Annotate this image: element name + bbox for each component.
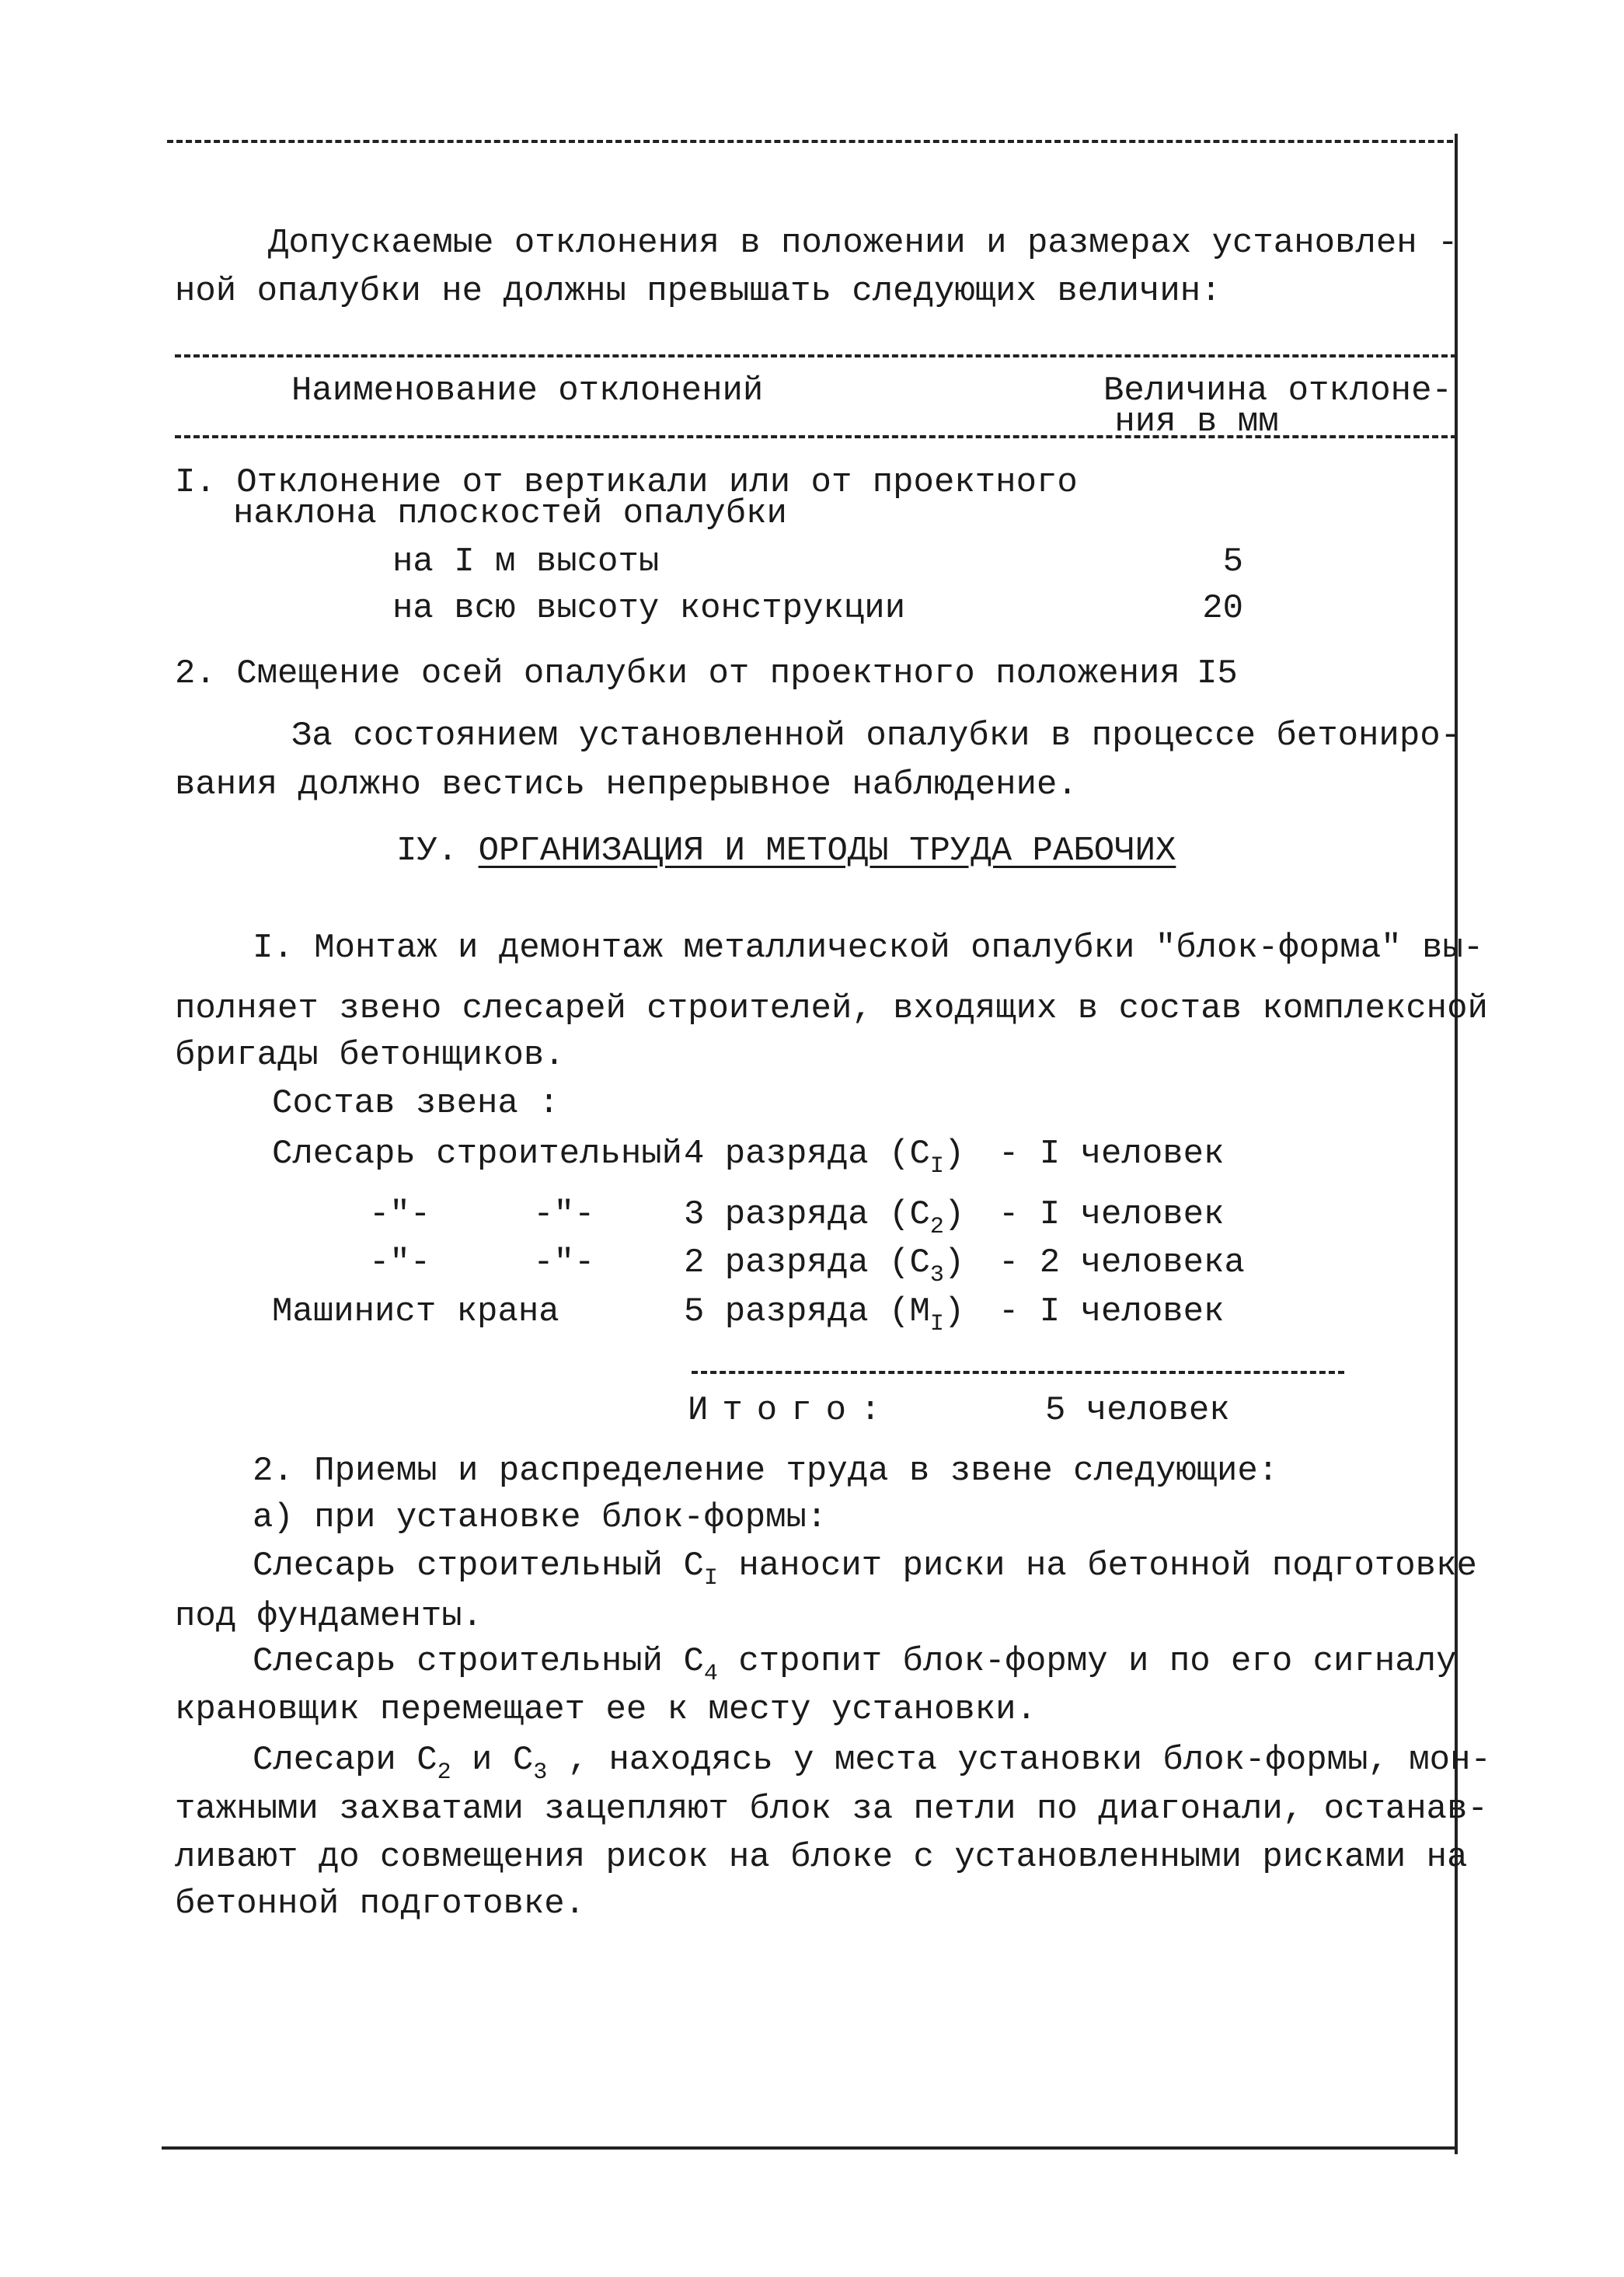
para1-line-1: I. Монтаж и демонтаж металлической опалубки "блок-форма" вы-	[253, 929, 1484, 968]
crew-row-2-name: -"- -"-	[369, 1195, 595, 1234]
section-heading	[396, 832, 1176, 871]
bottom-border-line	[162, 2146, 1458, 2150]
section-number: IУ.	[396, 832, 458, 870]
crew-row-1-name: Слесарь строительный	[272, 1135, 683, 1173]
para1-line-3: бригады бетонщиков.	[175, 1036, 565, 1075]
table-row2-label: 2. Смещение осей опалубки от проектного положения	[175, 654, 1180, 693]
para2-p2-line-1: Слесарь строительный $С_4$ стропит блок-форму и по его сигналу	[253, 1642, 1457, 1687]
table-header-rule	[175, 435, 1457, 438]
table-row1-sub1-value: 5	[1222, 542, 1243, 581]
crew-row-3-name: -"- -"-	[369, 1243, 595, 1282]
crew-total-rule	[692, 1371, 1344, 1374]
para2-p2-line-2: крановщик перемещает ее к месту установки.	[175, 1690, 1037, 1729]
crew-row-1-grade: 4 разряда $(С_I)$	[684, 1135, 965, 1180]
table-row1-sub1-label: на I м высоты	[392, 542, 660, 581]
para2-line-1: 2. Приемы и распределение труда в звене следующие:	[253, 1452, 1279, 1491]
crew-row-1-count: - I человек	[998, 1135, 1225, 1173]
para2-p3-line-1: Слесари $С_2$ и $С_3$ , находясь у места установки блок-формы, мон-	[253, 1741, 1491, 1786]
crew-row-2-count: - I человек	[998, 1195, 1225, 1234]
para2-p1-line-2: под фундаменты.	[175, 1597, 483, 1636]
crew-total-value: 5 человек	[1045, 1391, 1230, 1430]
crew-row-3-grade: 2 разряда $(С_3)$	[684, 1243, 965, 1288]
table-row1-sub2-value: 20	[1202, 589, 1243, 628]
table-top-rule	[175, 354, 1457, 357]
monitoring-line-1: За состоянием установленной опалубки в процессе бетониро-	[291, 717, 1462, 755]
table-row1-sub2-label: на всю высоту конструкции	[392, 589, 906, 628]
intro-line-2: ной опалубки не должны превышать следующих величин:	[175, 272, 1221, 311]
para2-p3-line-2: тажными захватами зацепляют блок за петли по диагонали, останав-	[175, 1790, 1488, 1829]
para2-line-2: а) при установке блок-формы:	[253, 1498, 828, 1537]
table-header-name: Наименование отклонений	[291, 371, 764, 410]
crew-row-3-count: - 2 человека	[998, 1243, 1245, 1282]
top-border-line	[167, 140, 1453, 143]
para1-line-2: полняет звено слесарей строителей, входящих в состав комплексной	[175, 989, 1488, 1028]
crew-row-4-name: Машинист крана	[272, 1292, 559, 1331]
para2-p3-line-3: ливают до совмещения рисок на блоке с установленными рисками на	[175, 1838, 1468, 1877]
intro-line-1: Допускаемые отклонения в положении и размерах установлен -	[268, 224, 1458, 263]
table-row1-line-1: I. Отклонение от вертикали или от проектного	[175, 463, 1078, 502]
section-title: ОРГАНИЗАЦИЯ И МЕТОДЫ ТРУДА РАБОЧИХ	[478, 832, 1176, 870]
crew-heading: Состав звена :	[272, 1084, 559, 1123]
table-header-value-2: ния в мм	[1114, 403, 1279, 441]
table-row2-value: I5	[1197, 654, 1238, 693]
para2-p3-line-4: бетонной подготовке.	[175, 1885, 586, 1923]
monitoring-line-2: вания должно вестись непрерывное наблюдение.	[175, 765, 1078, 804]
crew-row-2-grade: 3 разряда $(С_2)$	[684, 1195, 965, 1240]
crew-row-4-count: - I человек	[998, 1292, 1225, 1331]
para2-p1-line-1: Слесарь строительный $С_I$ наносит риски на бетонной подготовке	[253, 1546, 1477, 1592]
crew-row-4-grade: 5 разряда $(М_I)$	[684, 1292, 965, 1337]
table-row1-line-2: наклона плоскостей опалубки	[233, 494, 787, 533]
table-header-value-1: Величина отклоне-	[1103, 371, 1452, 410]
crew-total-label: Итого:	[688, 1391, 895, 1430]
